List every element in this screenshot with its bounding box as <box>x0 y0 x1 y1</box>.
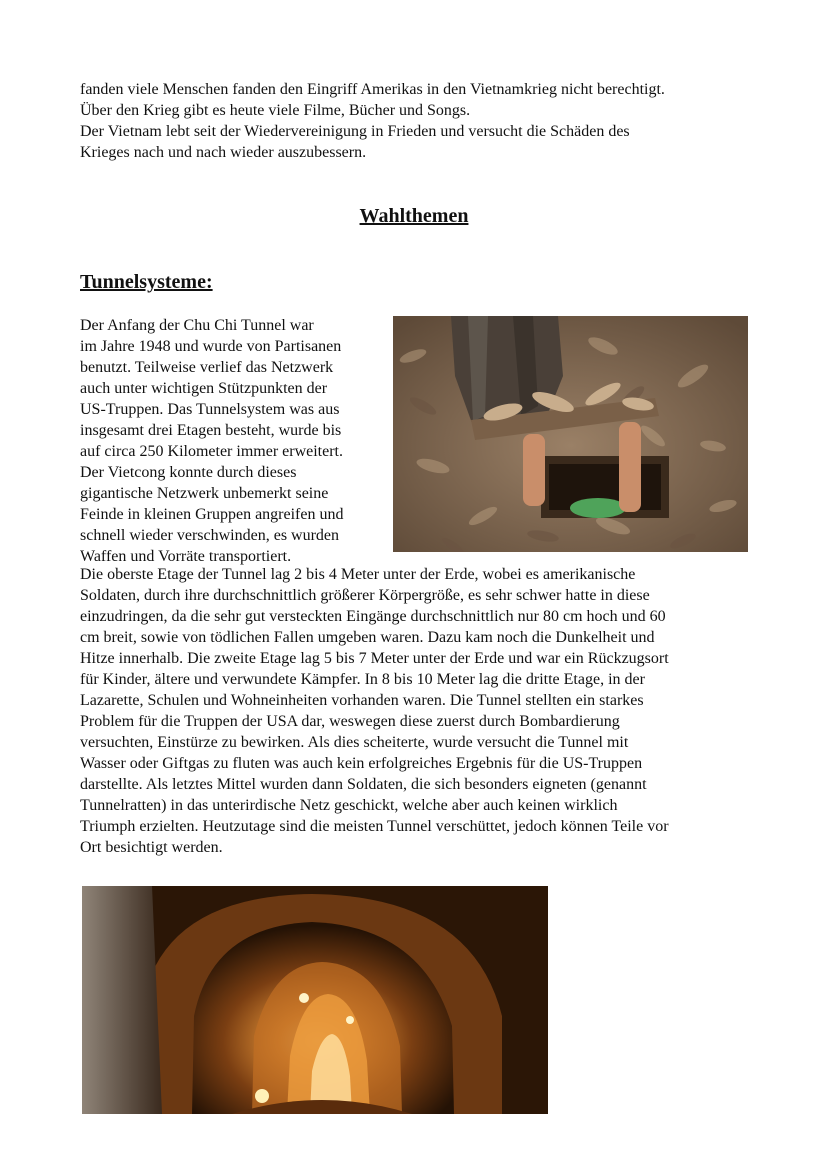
text-line: Der Vietnam lebt seit der Wiedervereinigung in Frieden und versucht die Schäden des <box>80 123 630 140</box>
tunnel-detail-paragraph <box>80 564 669 858</box>
text-line: US-Truppen. Das Tunnelsystem was aus <box>80 401 340 418</box>
text-line: darstellte. Als letztes Mittel wurden dann Soldaten, die sich besonders eigneten (genannt <box>80 776 647 793</box>
tunnel-interior-illustration <box>82 886 548 1114</box>
text-line: Triumph erzielten. Heutzutage sind die meisten Tunnel verschüttet, jedoch können Teile vor <box>80 818 669 835</box>
tunnel-entrance-illustration <box>393 316 748 552</box>
text-line: Soldaten, durch ihre durchschnittlich größerer Körpergröße, es sehr schwer hatte in diese <box>80 587 650 604</box>
text-line: Lazarette, Schulen und Wohneinheiten vorhanden waren. Die Tunnel stellten ein starkes <box>80 692 644 709</box>
text-line: Krieges nach und nach wieder auszubessern. <box>80 144 367 161</box>
text-line: fanden viele Menschen fanden den Eingriff Amerikas in den Vietnamkrieg nicht berechtigt. <box>80 81 665 98</box>
text-line: gigantische Netzwerk unbemerkt seine <box>80 485 329 502</box>
text-line: benutzt. Teilweise verlief das Netzwerk <box>80 359 334 376</box>
text-line: einzudringen, da die sehr gut versteckten Eingänge durchschnittlich nur 80 cm hoch und 60 <box>80 608 666 625</box>
text-line: Problem für die Truppen der USA dar, weswegen diese zuerst durch Bombardierung <box>80 713 620 730</box>
text-line: für Kinder, ältere und verwundete Kämpfer. In 8 bis 10 Meter lag die dritte Etage, in der <box>80 671 645 688</box>
text-line: Waffen und Vorräte transportiert. <box>80 548 292 565</box>
text-line: Der Anfang der Chu Chi Tunnel war <box>80 317 314 334</box>
intro-paragraph <box>80 79 665 163</box>
text-line: versuchten, Einstürze zu bewirken. Als dies scheiterte, wurde versucht die Tunnel mit <box>80 734 629 751</box>
text-line: Hitze innerhalb. Die zweite Etage lag 5 bis 7 Meter unter der Erde und war ein Rückzugsort <box>80 650 669 667</box>
text-line: Feinde in kleinen Gruppen angreifen und <box>80 506 344 523</box>
text-line: auf circa 250 Kilometer immer erweitert. <box>80 443 343 460</box>
tunnel-intro-paragraph <box>80 315 343 567</box>
text-line: Die oberste Etage der Tunnel lag 2 bis 4 Meter unter der Erde, wobei es amerikanische <box>80 566 636 583</box>
subsection-title-tunnelsysteme: Tunnelsysteme: <box>80 271 213 293</box>
text-line: auch unter wichtigen Stützpunkten der <box>80 380 328 397</box>
text-line: schnell wieder verschwinden, es wurden <box>80 527 340 544</box>
section-title-wahlthemen: Wahlthemen <box>359 205 469 227</box>
text-line: Ort besichtigt werden. <box>80 839 223 856</box>
tunnel-entrance-photo <box>393 316 748 552</box>
text-line: Wasser oder Giftgas zu fluten was auch kein erfolgreiches Ergebnis für die US-Truppen <box>80 755 643 772</box>
text-line: Der Vietcong konnte durch dieses <box>80 464 297 481</box>
text-line: insgesamt drei Etagen besteht, wurde bis <box>80 422 342 439</box>
text-line: im Jahre 1948 und wurde von Partisanen <box>80 338 342 355</box>
text-line: cm breit, sowie von tödlichen Fallen umgeben waren. Dazu kam noch die Dunkelheit und <box>80 629 655 646</box>
text-line: Über den Krieg gibt es heute viele Filme, Bücher und Songs. <box>80 102 471 119</box>
tunnel-interior-photo <box>82 886 548 1114</box>
text-line: Tunnelratten) in das unterirdische Netz geschickt, welche aber auch keinen wirklich <box>80 797 618 814</box>
